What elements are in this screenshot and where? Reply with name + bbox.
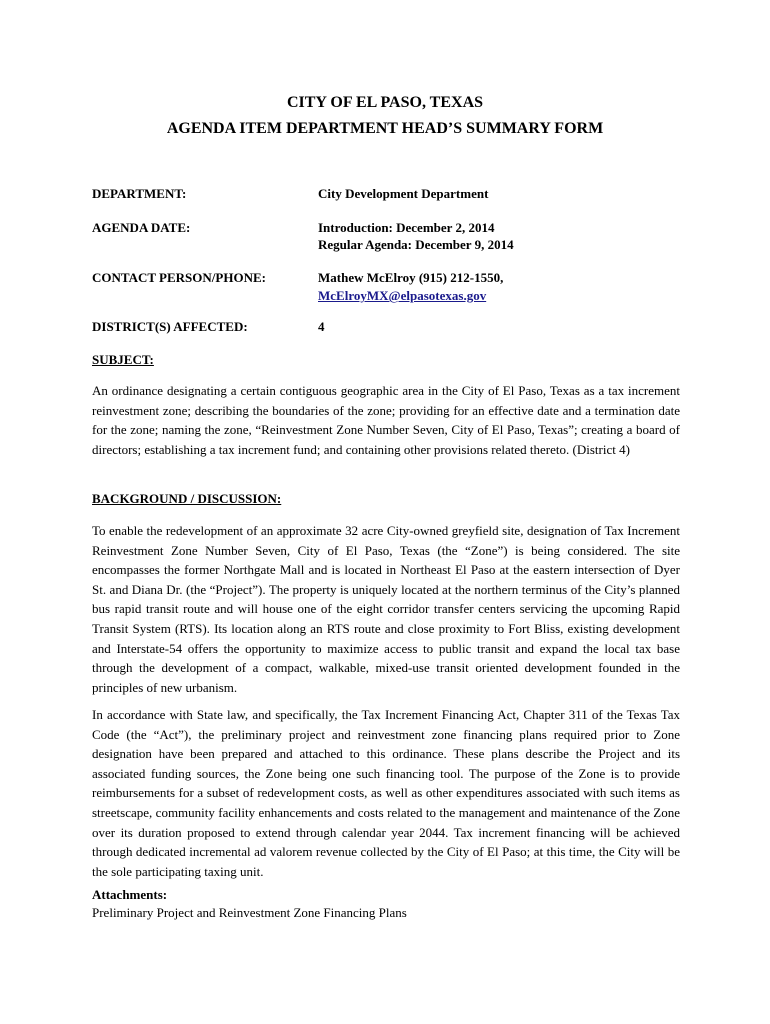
districts-value: 4 [318, 319, 325, 334]
contact-email-link[interactable]: McElroyMX@elpasotexas.gov [318, 288, 487, 303]
contact-name-phone: Mathew McElroy (915) 212-1550, [318, 270, 504, 285]
form-title: AGENDA ITEM DEPARTMENT HEAD’S SUMMARY FORM [166, 120, 604, 137]
districts-label: DISTRICT(S) AFFECTED: [92, 319, 248, 334]
department-label: DEPARTMENT: [92, 186, 187, 201]
attachments-heading: Attachments: [92, 887, 168, 902]
subject-text: An ordinance designating a certain contiguous geographic area in the City of El Paso, Texas as a tax increment reinvestment zone; describing the boundaries of the zone; providing for an effective date and a termination date for the zone; naming the zone, “Reinvestment Zone Number Seven, City of El Paso, Texas”; creating a board of directors; establishing a tax increment fund; and containing other provisions related thereto. (District 4) [92, 383, 680, 457]
agenda-date-regular: Regular Agenda: December 9, 2014 [318, 237, 514, 252]
department-value: City Development Department [318, 186, 489, 201]
attachments-item: Preliminary Project and Reinvestment Zone Financing Plans [92, 905, 407, 920]
agenda-date-label: AGENDA DATE: [92, 220, 191, 235]
contact-label: CONTACT PERSON/PHONE: [92, 270, 266, 285]
agenda-date-introduction: Introduction: December 2, 2014 [318, 220, 495, 235]
subject-heading: SUBJECT: [92, 352, 154, 367]
background-paragraph-2: In accordance with State law, and specifically, the Tax Increment Financing Act, Chapter 311 of the Texas Tax Code (the “Act”), the preliminary project and reinvestment zone financing plans required prior to Zone designation have been prepared and attached to this ordinance. These plans describe the Project and its associated funding sources, the Zone being one such financing tool. The purpose of the Zone is to provide reimbursements for a subset of redevelopment costs, as well as other expenditures associated with such items as streetscape, community facility enhancements and costs related to the management and maintenance of the Zone over its duration proposed to extend through calendar year 2044. Tax increment financing will be achieved through dedicated incremental ad valorem revenue collected by the City of El Paso; at this time, the City will be the sole participating taxing unit. [92, 707, 680, 879]
background-heading: BACKGROUND / DISCUSSION: [92, 491, 282, 506]
form-title-city: CITY OF EL PASO, TEXAS [286, 94, 484, 111]
background-paragraph-1: To enable the redevelopment of an approximate 32 acre City-owned greyfield site, designation of Tax Increment Reinvestment Zone Number Seven, City of El Paso, Texas (the “Zone”) is being considered. The site encompasses the former Northgate Mall and is located in Northeast El Paso at the eastern intersection of Dyer St. and Diana Dr. (the “Project”). The property is uniquely located at the northern terminus of the City’s planned bus rapid transit route and will house one of the eight corridor transfer centers servicing the upcoming Rapid Transit System (RTS). Its location along an RTS route and close proximity to Fort Bliss, existing development and Interstate-54 offers the opportunity to maximize access to public transit and expand the local tax base through the development of a compact, walkable, mixed-use transit oriented development founded in the principles of new urbanism. [92, 523, 680, 695]
